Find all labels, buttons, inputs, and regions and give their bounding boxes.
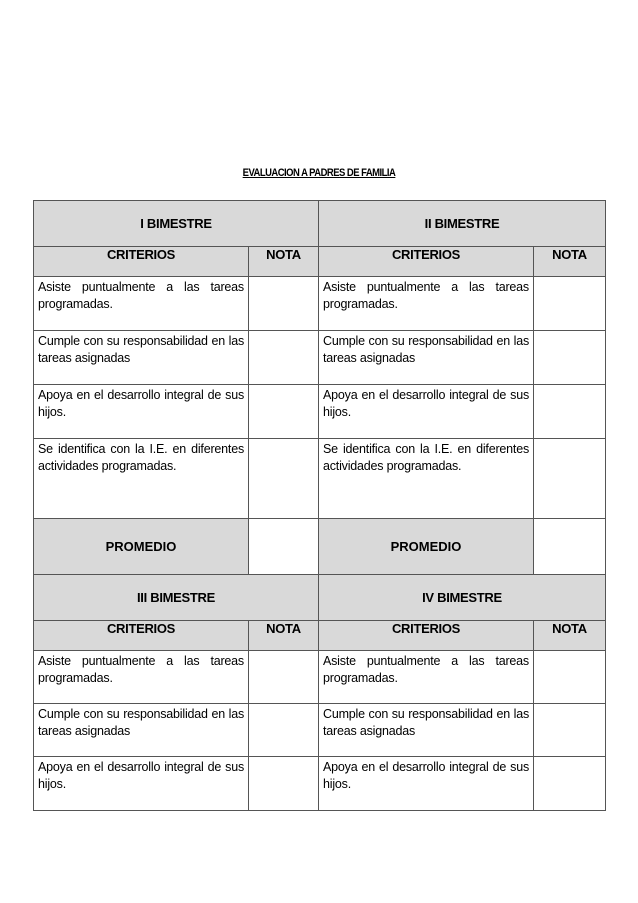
criterios-header: CRITERIOS bbox=[34, 621, 249, 651]
nota-cell[interactable] bbox=[534, 704, 606, 757]
criterion-cell: Apoya en el desarrollo integral de sus hijos. bbox=[34, 757, 249, 811]
table-row bbox=[34, 277, 606, 331]
nota-header: NOTA bbox=[249, 247, 319, 277]
promedio-label: PROMEDIO bbox=[34, 519, 249, 575]
nota-cell[interactable] bbox=[249, 757, 319, 811]
criterion-cell: Apoya en el desarrollo integral de sus hijos. bbox=[319, 385, 534, 439]
nota-cell[interactable] bbox=[249, 277, 319, 331]
column-header-row bbox=[34, 621, 606, 651]
bimestre-heading: I BIMESTRE bbox=[34, 201, 319, 247]
nota-header: NOTA bbox=[534, 621, 606, 651]
nota-cell[interactable] bbox=[249, 439, 319, 519]
criterion-cell: Cumple con su responsabilidad en las tareas asignadas bbox=[34, 704, 249, 757]
nota-cell[interactable] bbox=[534, 651, 606, 704]
nota-cell[interactable] bbox=[534, 757, 606, 811]
criterion-cell: Asiste puntualmente a las tareas programadas. bbox=[319, 277, 534, 331]
table-row bbox=[34, 651, 606, 704]
criterion-cell: Se identifica con la I.E. en diferentes actividades programadas. bbox=[319, 439, 534, 519]
nota-cell[interactable] bbox=[534, 331, 606, 385]
nota-cell[interactable] bbox=[249, 385, 319, 439]
nota-cell[interactable] bbox=[249, 651, 319, 704]
nota-cell[interactable] bbox=[249, 331, 319, 385]
criterios-header: CRITERIOS bbox=[319, 621, 534, 651]
nota-cell[interactable] bbox=[249, 704, 319, 757]
criterion-cell: Asiste puntualmente a las tareas programadas. bbox=[34, 277, 249, 331]
table-row bbox=[34, 439, 606, 519]
criterion-cell: Asiste puntualmente a las tareas programadas. bbox=[319, 651, 534, 704]
table-row bbox=[34, 331, 606, 385]
bimestre-header-row bbox=[34, 201, 606, 247]
criterion-cell: Apoya en el desarrollo integral de sus hijos. bbox=[34, 385, 249, 439]
table-row bbox=[34, 385, 606, 439]
criterion-cell: Se identifica con la I.E. en diferentes actividades programadas. bbox=[34, 439, 249, 519]
promedio-row bbox=[34, 519, 606, 575]
promedio-value-cell[interactable] bbox=[534, 519, 606, 575]
bimestre-heading: II BIMESTRE bbox=[319, 201, 606, 247]
nota-header: NOTA bbox=[534, 247, 606, 277]
criterion-cell: Cumple con su responsabilidad en las tareas asignadas bbox=[319, 704, 534, 757]
bimestre-header-row bbox=[34, 575, 606, 621]
table-row bbox=[34, 704, 606, 757]
bimestre-heading: IV BIMESTRE bbox=[319, 575, 606, 621]
page-title: EVALUACION A PADRES DE FAMILIA bbox=[242, 167, 396, 179]
criterios-header: CRITERIOS bbox=[319, 247, 534, 277]
criterion-cell: Asiste puntualmente a las tareas programadas. bbox=[34, 651, 249, 704]
evaluation-table bbox=[33, 200, 606, 811]
criterion-cell: Cumple con su responsabilidad en las tareas asignadas bbox=[34, 331, 249, 385]
nota-cell[interactable] bbox=[534, 277, 606, 331]
criterion-cell: Cumple con su responsabilidad en las tareas asignadas bbox=[319, 331, 534, 385]
bimestre-heading: III BIMESTRE bbox=[34, 575, 319, 621]
nota-cell[interactable] bbox=[534, 385, 606, 439]
criterion-cell: Apoya en el desarrollo integral de sus hijos. bbox=[319, 757, 534, 811]
promedio-value-cell[interactable] bbox=[249, 519, 319, 575]
column-header-row bbox=[34, 247, 606, 277]
nota-cell[interactable] bbox=[534, 439, 606, 519]
table-row bbox=[34, 757, 606, 811]
nota-header: NOTA bbox=[249, 621, 319, 651]
promedio-label: PROMEDIO bbox=[319, 519, 534, 575]
criterios-header: CRITERIOS bbox=[34, 247, 249, 277]
